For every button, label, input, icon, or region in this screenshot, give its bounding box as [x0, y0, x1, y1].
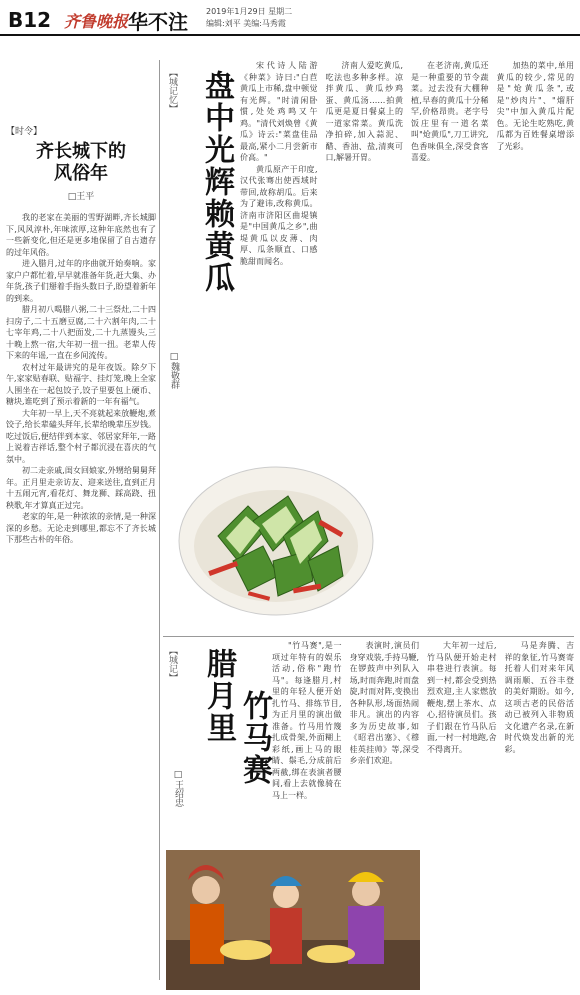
- paper-logo: 齐鲁晚报: [64, 12, 129, 31]
- left-article: [6, 60, 156, 952]
- masthead: [0, 0, 580, 42]
- paragraph: 表演时,演员们身穿戏装,手持马鞭,在锣鼓声中列队入场,时而奔跑,时而盘旋,时而对阵,变换出各种队形,场面热闹非凡。演出的内容多为历史故事,如《昭君出塞》、《穆桂英挂帅》等,深受乡亲们欢迎。: [349, 641, 419, 765]
- performers-illustration: [166, 850, 420, 990]
- paragraph: 我的老家在美丽的雪野湖畔,齐长城脚下,风风淳朴,年味浓厚,这种年底然也有了一些新变化,但还是更多地保留了自古遗存的过年风俗。: [6, 213, 156, 257]
- paragraph: 进入腊月,过年的序曲就开始奏响。家家户户都忙着,早早就准备年货,赶大集、办年货,孩子们掰着手指头数日子,盼望着新年的到来。: [6, 259, 156, 303]
- text-column: [272, 640, 342, 840]
- paragraph: 在老济南,黄瓜还是一种重要的节令蔬菜。过去没有大棚种植,早春的黄瓜十分稀罕,价格昂贵。老字号饭庄里有一道名菜叫"炝黄瓜",刀工讲究,色香味俱全,深受食客喜爱。: [411, 61, 489, 162]
- cucumber-salad-photo: [178, 466, 374, 616]
- bottom-article-body-top: [272, 640, 574, 840]
- bamboo-horse-performers-photo: [166, 850, 420, 990]
- text-column: [350, 640, 420, 840]
- text-column: [326, 60, 404, 460]
- left-title-line1: 齐长城下的: [36, 141, 126, 162]
- left-article-body: [6, 212, 156, 952]
- text-column: [505, 640, 575, 840]
- left-article-author: □王平: [67, 192, 95, 202]
- paragraph: 大年初一过后,竹马队便开始走村串巷进行表演。每到一村,都会受到热烈欢迎,主人家燃放鞭炮,摆上茶水、点心,招待演员们。孩子们跟在竹马队后面,一村一村地跑,舍不得离开。: [427, 641, 497, 754]
- bottom-article-title-line1: 腊月里: [201, 648, 236, 744]
- top-article-title: 盘中光辉赖黄瓜: [199, 70, 234, 294]
- section-divider: [163, 636, 574, 637]
- column-divider: [159, 60, 160, 980]
- paragraph: 济南人爱吃黄瓜,吃法也多种多样。凉拌黄瓜、黄瓜炒鸡蛋、黄瓜汤……拍黄瓜更是夏日餐桌上的一道家常菜。黄瓜洗净拍碎,加入蒜泥、醋、香油、盐,清爽可口,解暑开胃。: [325, 61, 403, 162]
- left-article-tag: 【时令】: [6, 127, 43, 137]
- paragraph: 大年初一早上,天不亮就起来放鞭炮,煮饺子,给长辈磕头拜年,长辈给晚辈压岁钱。吃过饭后,便结伴到本家、邻居家拜年,一路上说着吉祥话,整个村子都沉浸在喜庆的气氛中。: [6, 408, 156, 464]
- paragraph: 农村过年最讲究的是年夜饭。除夕下午,家家贴春联、贴福字、挂灯笼,晚上全家人围坐在一起包饺子,饺子里要包上硬币、糖块,谁吃到了预示着新的一年有福气。: [6, 362, 156, 406]
- section-title: 华不注: [128, 10, 188, 34]
- left-article-title: [6, 141, 156, 185]
- text-column: [497, 60, 575, 460]
- paragraph: 马是奔腾、吉祥的象征,竹马赛寄托着人们对来年风调雨顺、五谷丰登的美好期盼。如今,这项古老的民俗活动已被列入非物质文化遗产名录,在新时代焕发出新的光彩。: [504, 641, 574, 754]
- paragraph: 初二走亲戚,闺女回娘家,外甥给舅舅拜年。正月里走亲访友、迎来送往,直到正月十五闹元宵,看花灯、舞龙狮、踩高跷、扭秧歌,年才算真正过完。: [6, 466, 156, 510]
- paragraph: 黄瓜原产于印度,汉代张骞出使西域时带回,故称胡瓜。后来为了避讳,改称黄瓜。济南市济阳区曲堤镇是"中国黄瓜之乡",曲堤黄瓜以皮薄、肉厚、瓜条顺直、口感脆甜而闻名。: [240, 164, 318, 266]
- page-number: B12: [8, 8, 52, 32]
- bottom-article-author: □王绍忠: [173, 770, 183, 807]
- bottom-article-tag: 【城记】: [167, 646, 177, 682]
- paragraph: "竹马赛",是一项过年特有的娱乐活动,俗称"跑竹马"。每逢腊月,村里的年轻人便开始扎竹马、排练节目,为正月里的演出做准备。竹马用竹篾扎成骨架,外面糊上彩纸,画上马的眼睛、鬃毛,分成前后两截,绑在表演者腰间,看上去就像骑在马上一样。: [272, 641, 342, 800]
- paragraph: 腊月初八喝腊八粥,二十三祭灶,二十四扫房子,二十五磨豆腐,二十六割年肉,二十七宰年鸡,二十八把面发,二十九蒸馒头,三十晚上熬一宿,大年初一扭一扭。老辈人传下来的年谣,一直在乡间流传。: [6, 305, 156, 360]
- paragraph: 老家的年,是一种浓浓的亲情,是一种深深的乡愁。无论走到哪里,都忘不了齐长城下那些古朴的年俗。: [6, 512, 156, 544]
- header-meta: [206, 6, 292, 30]
- bottom-article-title-line2: 竹马赛: [237, 690, 272, 786]
- text-column: [240, 60, 318, 460]
- text-column: [411, 60, 489, 460]
- top-article-author: □魏敬群: [169, 352, 179, 389]
- left-title-line2: 风俗年: [54, 163, 108, 184]
- cucumber-illustration: [178, 466, 374, 616]
- text-column: [427, 640, 497, 840]
- top-article-tag: 【城记忆】: [167, 68, 177, 113]
- date-line: 2019年1月29日 星期二: [206, 7, 293, 16]
- header-rule: [0, 34, 580, 36]
- paragraph: 宋代诗人陆游《种菜》诗曰:"白苣黄瓜上市稀,盘中顿觉有光辉。"时清闲卧惯,处处鸡鸣又午鸡。"清代刘焕曾《黄瓜》诗云:"菜盘佳品最高,紧小二月尝新市价高。": [240, 61, 318, 162]
- top-article-body: [240, 60, 574, 460]
- editor-line: 编辑:刘平 美编:马秀霞: [206, 19, 286, 28]
- paragraph: 加热的菜中,单用黄瓜的较少,常见的是"炝黄瓜条",或是"炒肉片"、"熘肝尖"中加入黄瓜片配色。无论生吃熟吃,黄瓜都为百姓餐桌增添了光彩。: [496, 61, 574, 151]
